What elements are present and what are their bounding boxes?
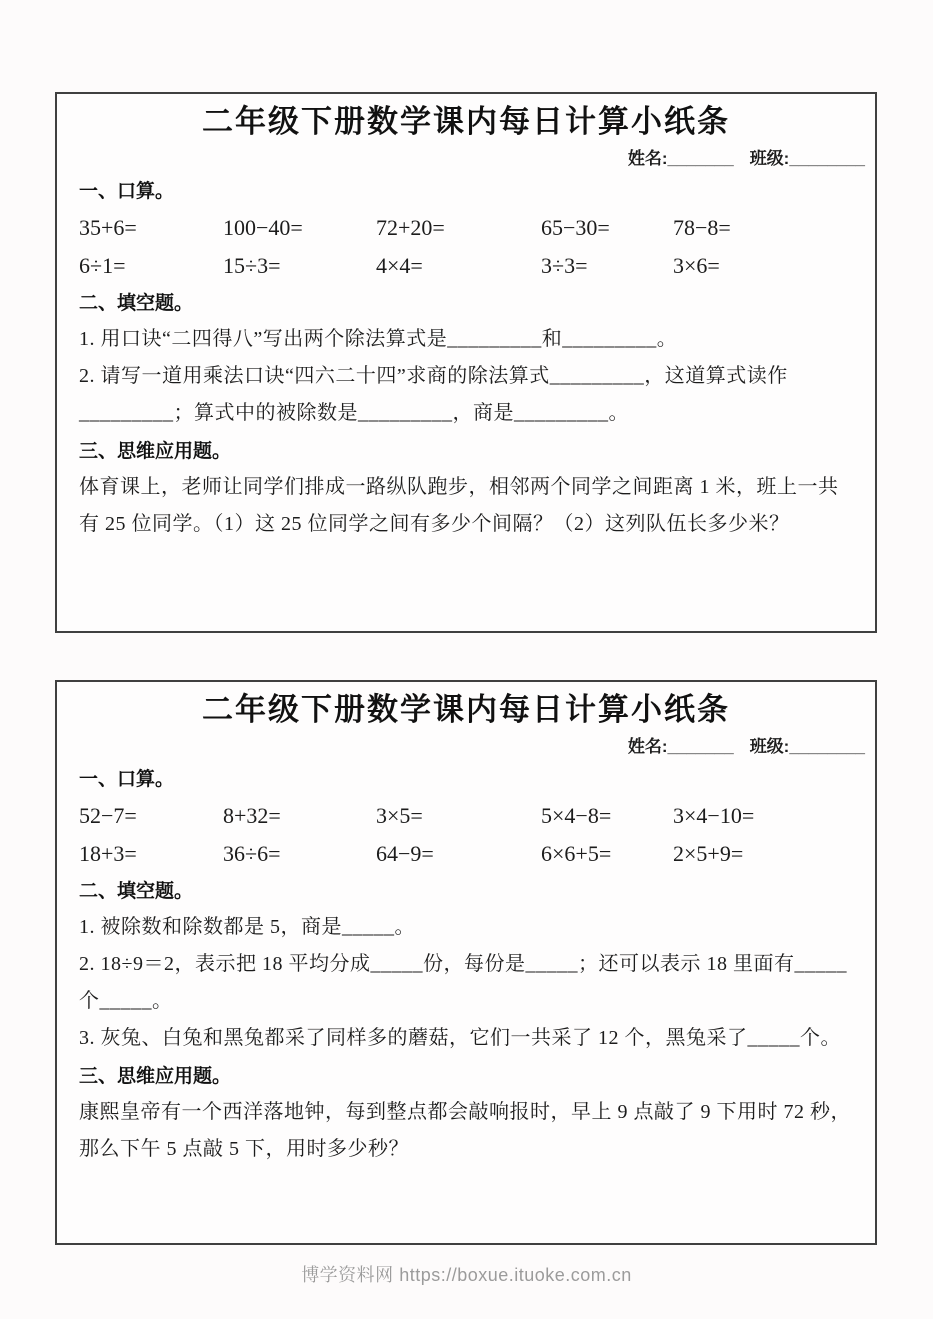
section-header-fill: 二、填空题。 (79, 881, 194, 902)
word-problem: 体育课上，老师让同学们排成一路纵队跑步，相邻两个同学之间距离 1 米，班上一共有 25 位同学。（1）这 25 位同学之间有多少个间隔？（2）这列队伍长多少米？ (79, 476, 839, 535)
oral-problem: 5×4−8= (541, 803, 612, 828)
oral-problem: 18+3= (79, 841, 137, 866)
name-blank: _______ (667, 737, 734, 756)
section-header-think: 三、思维应用题。 (79, 441, 232, 462)
worksheet-card-2 (55, 680, 877, 1245)
oral-problem: 6×6+5= (541, 841, 612, 866)
oral-problem: 8+32= (223, 803, 281, 828)
oral-problem: 4×4= (376, 253, 423, 278)
oral-problem: 15÷3= (223, 253, 281, 278)
name-class-row (79, 146, 865, 172)
class-label: 班级: (749, 737, 790, 756)
section-header-think: 三、思维应用题。 (79, 1066, 232, 1087)
oral-problem: 3×6= (673, 253, 720, 278)
oral-problem: 100−40= (223, 215, 303, 240)
oral-problem: 78−8= (673, 215, 731, 240)
worksheet-card-1 (55, 92, 877, 633)
name-class-row (79, 734, 865, 760)
fill-item: 2. 请写一道用乘法口诀“四六二十四”求商的除法算式_________，这道算式读作_________；算式中的被除数是_________，商是_________。 (79, 365, 788, 424)
oral-problem: 6÷1= (79, 253, 126, 278)
section-header-fill: 二、填空题。 (79, 293, 194, 314)
oral-problem: 64−9= (376, 841, 434, 866)
oral-row (79, 247, 853, 284)
oral-problem: 2×5+9= (673, 841, 744, 866)
section-header-oral: 一、口算。 (79, 769, 175, 790)
oral-row (79, 797, 853, 834)
word-problem: 康熙皇帝有一个西洋落地钟，每到整点都会敲响报时，早上 9 点敲了 9 下用时 72 秒，那么下午 5 点敲 5 下，用时多少秒？ (79, 1101, 851, 1160)
oral-problem: 52−7= (79, 803, 137, 828)
oral-problem: 35+6= (79, 215, 137, 240)
oral-row (79, 209, 853, 246)
fill-item: 1. 被除数和除数都是 5，商是_____。 (79, 916, 415, 938)
oral-problem: 36÷6= (223, 841, 281, 866)
fill-item: 3. 灰兔、白兔和黑兔都采了同样多的蘑菇，它们一共采了 12 个，黑兔采了_____个。 (79, 1027, 841, 1049)
site-watermark: 博学资料网 https://boxue.ituoke.com.cn (301, 1265, 632, 1285)
oral-row (79, 835, 853, 872)
class-label: 班级: (749, 149, 790, 168)
worksheet-title: 二年级下册数学课内每日计算小纸条 (202, 104, 730, 139)
oral-problem: 3×5= (376, 803, 423, 828)
oral-problem: 3÷3= (541, 253, 588, 278)
name-label: 姓名: (627, 149, 668, 168)
oral-problem: 3×4−10= (673, 803, 755, 828)
oral-problem: 72+20= (376, 215, 445, 240)
section-header-oral: 一、口算。 (79, 181, 175, 202)
fill-item: 1. 用口诀“二四得八”写出两个除法算式是_________和_________。 (79, 328, 678, 350)
name-blank: _______ (667, 149, 734, 168)
fill-item: 2. 18÷9＝2，表示把 18 平均分成_____份，每份是_____；还可以表示 18 里面有_____个_____。 (79, 953, 847, 1012)
class-blank: ________ (789, 149, 865, 168)
name-label: 姓名: (627, 737, 668, 756)
class-blank: ________ (789, 737, 865, 756)
worksheet-title: 二年级下册数学课内每日计算小纸条 (202, 692, 730, 727)
oral-problem: 65−30= (541, 215, 610, 240)
